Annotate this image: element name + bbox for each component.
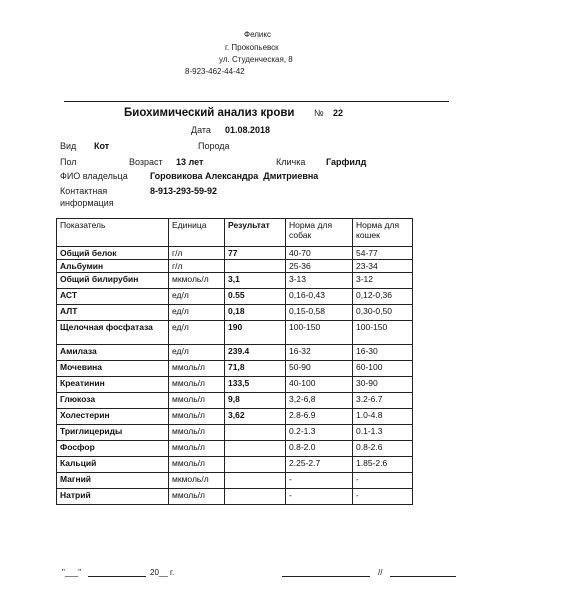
cell-result	[225, 425, 286, 441]
contact-label-line2: информация	[60, 198, 114, 208]
cell-indicator: Общий билирубин	[57, 273, 169, 289]
table-row	[57, 377, 413, 393]
cell-norm-dogs: 100-150	[286, 321, 353, 345]
cell-result	[225, 489, 286, 505]
header-norm-cats: Норма для кошек	[353, 219, 413, 247]
signature-name-line	[390, 576, 456, 577]
cell-norm-cats: 60-100	[353, 361, 413, 377]
cell-unit: ммоль/л	[169, 393, 225, 409]
cell-result: 190	[225, 321, 286, 345]
document-title: Биохимический анализ крови	[124, 107, 295, 119]
table-row	[57, 441, 413, 457]
cell-unit: ммоль/л	[169, 425, 225, 441]
age-value: 13 лет	[176, 157, 204, 167]
cell-norm-dogs: 50-90	[286, 361, 353, 377]
cell-norm-dogs: 40-100	[286, 377, 353, 393]
header-unit: Единица	[169, 219, 225, 247]
cell-indicator: Креатинин	[57, 377, 169, 393]
table-row	[57, 321, 413, 345]
clinic-name: Феликс	[244, 30, 271, 39]
table-row	[57, 409, 413, 425]
table-row	[57, 457, 413, 473]
table-row	[57, 489, 413, 505]
cell-result: 71,8	[225, 361, 286, 377]
contact-value: 8-913-293-59-92	[150, 186, 218, 196]
table-row	[57, 361, 413, 377]
table-row	[57, 425, 413, 441]
cell-unit: ммоль/л	[169, 441, 225, 457]
cell-norm-dogs: 16-32	[286, 345, 353, 361]
cell-indicator: Кальций	[57, 457, 169, 473]
footer-year: 20__ г.	[150, 568, 175, 577]
cell-norm-dogs: -	[286, 473, 353, 489]
cell-norm-cats: 0,30-0,50	[353, 305, 413, 321]
cell-indicator: Общий белок	[57, 247, 169, 260]
cell-indicator: Щелочная фосфатаза	[57, 321, 169, 345]
species-label: Вид	[60, 141, 77, 151]
table-row	[57, 305, 413, 321]
date-label: Дата	[191, 125, 211, 135]
cell-indicator: АСТ	[57, 289, 169, 305]
species-value: Кот	[94, 141, 110, 151]
document-number: 22	[333, 108, 344, 118]
cell-norm-cats: 23-34	[353, 260, 413, 273]
cell-result: 3,1	[225, 273, 286, 289]
nickname-value: Гарфилд	[326, 157, 367, 167]
cell-indicator: Магний	[57, 473, 169, 489]
table-row	[57, 260, 413, 273]
cell-indicator: Альбумин	[57, 260, 169, 273]
cell-norm-cats: 100-150	[353, 321, 413, 345]
cell-indicator: Триглицериды	[57, 425, 169, 441]
cell-norm-cats: 1.85-2.6	[353, 457, 413, 473]
table-row	[57, 473, 413, 489]
cell-result	[225, 457, 286, 473]
clinic-phone: 8-923-462-44-42	[185, 67, 245, 76]
cell-result: 0,18	[225, 305, 286, 321]
cell-norm-cats: 1.0-4.8	[353, 409, 413, 425]
results-table	[56, 218, 413, 505]
cell-norm-cats: 30-90	[353, 377, 413, 393]
cell-result	[225, 260, 286, 273]
cell-norm-dogs: 3,2-6,8	[286, 393, 353, 409]
header-divider	[64, 101, 449, 102]
cell-unit: ммоль/л	[169, 409, 225, 425]
owner-value: Горовикова Александра Дмитриевна	[150, 171, 319, 181]
cell-indicator: АЛТ	[57, 305, 169, 321]
cell-norm-dogs: 0.2-1.3	[286, 425, 353, 441]
cell-norm-dogs: 2.8-6.9	[286, 409, 353, 425]
cell-indicator: Натрий	[57, 489, 169, 505]
cell-norm-cats: -	[353, 473, 413, 489]
cell-unit: мкмоль/л	[169, 473, 225, 489]
cell-unit: ед/л	[169, 321, 225, 345]
header-result: Результат	[225, 219, 286, 247]
cell-norm-cats: -	[353, 489, 413, 505]
cell-result: 133,5	[225, 377, 286, 393]
cell-norm-dogs: 25-36	[286, 260, 353, 273]
table-header-row	[57, 219, 413, 247]
cell-unit: ммоль/л	[169, 377, 225, 393]
cell-result: 3,62	[225, 409, 286, 425]
footer-slash: //	[378, 568, 383, 577]
table-row	[57, 247, 413, 260]
age-label: Возраст	[129, 157, 163, 167]
cell-norm-dogs: 0,15-0,58	[286, 305, 353, 321]
cell-result: 77	[225, 247, 286, 260]
header-norm-dogs: Норма для собак	[286, 219, 353, 247]
cell-norm-dogs: 2.25-2.7	[286, 457, 353, 473]
cell-unit: ммоль/л	[169, 457, 225, 473]
cell-result: 9,8	[225, 393, 286, 409]
cell-norm-cats: 0,12-0,36	[353, 289, 413, 305]
cell-norm-dogs: 0,16-0,43	[286, 289, 353, 305]
clinic-street: ул. Студенческая, 8	[219, 55, 293, 64]
cell-result	[225, 473, 286, 489]
cell-indicator: Холестерин	[57, 409, 169, 425]
signature-line	[282, 576, 370, 577]
table-row	[57, 273, 413, 289]
owner-label: ФИО владельца	[60, 171, 128, 181]
cell-unit: ед/л	[169, 305, 225, 321]
cell-norm-dogs: 40-70	[286, 247, 353, 260]
cell-result	[225, 441, 286, 457]
breed-label: Порода	[198, 141, 230, 151]
cell-indicator: Глюкоза	[57, 393, 169, 409]
header-indicator: Показатель	[57, 219, 169, 247]
cell-norm-cats: 3-12	[353, 273, 413, 289]
cell-norm-cats: 3.2-6.7	[353, 393, 413, 409]
cell-unit: мкмоль/л	[169, 273, 225, 289]
clinic-city: г. Прокопьевск	[225, 43, 279, 52]
document-number-label: №	[314, 108, 324, 118]
cell-indicator: Амилаза	[57, 345, 169, 361]
cell-unit: г/л	[169, 247, 225, 260]
footer-month-line	[88, 576, 146, 577]
table-row	[57, 393, 413, 409]
cell-unit: ммоль/л	[169, 361, 225, 377]
cell-unit: ед/л	[169, 345, 225, 361]
cell-unit: ед/л	[169, 289, 225, 305]
document-date: 01.08.2018	[225, 125, 271, 135]
cell-norm-dogs: 3-13	[286, 273, 353, 289]
cell-norm-dogs: 0.8-2.0	[286, 441, 353, 457]
sex-label: Пол	[60, 157, 77, 167]
cell-result: 239.4	[225, 345, 286, 361]
cell-norm-cats: 0.1-1.3	[353, 425, 413, 441]
nickname-label: Кличка	[276, 157, 306, 167]
table-row	[57, 345, 413, 361]
cell-result: 0.55	[225, 289, 286, 305]
cell-norm-dogs: -	[286, 489, 353, 505]
footer-date-day: "___"	[62, 568, 82, 577]
cell-indicator: Фосфор	[57, 441, 169, 457]
cell-norm-cats: 0.8-2.6	[353, 441, 413, 457]
cell-unit: г/л	[169, 260, 225, 273]
table-row	[57, 289, 413, 305]
cell-unit: ммоль/л	[169, 489, 225, 505]
cell-norm-cats: 16-30	[353, 345, 413, 361]
contact-label-line1: Контактная	[60, 186, 108, 196]
cell-norm-cats: 54-77	[353, 247, 413, 260]
cell-indicator: Мочевина	[57, 361, 169, 377]
